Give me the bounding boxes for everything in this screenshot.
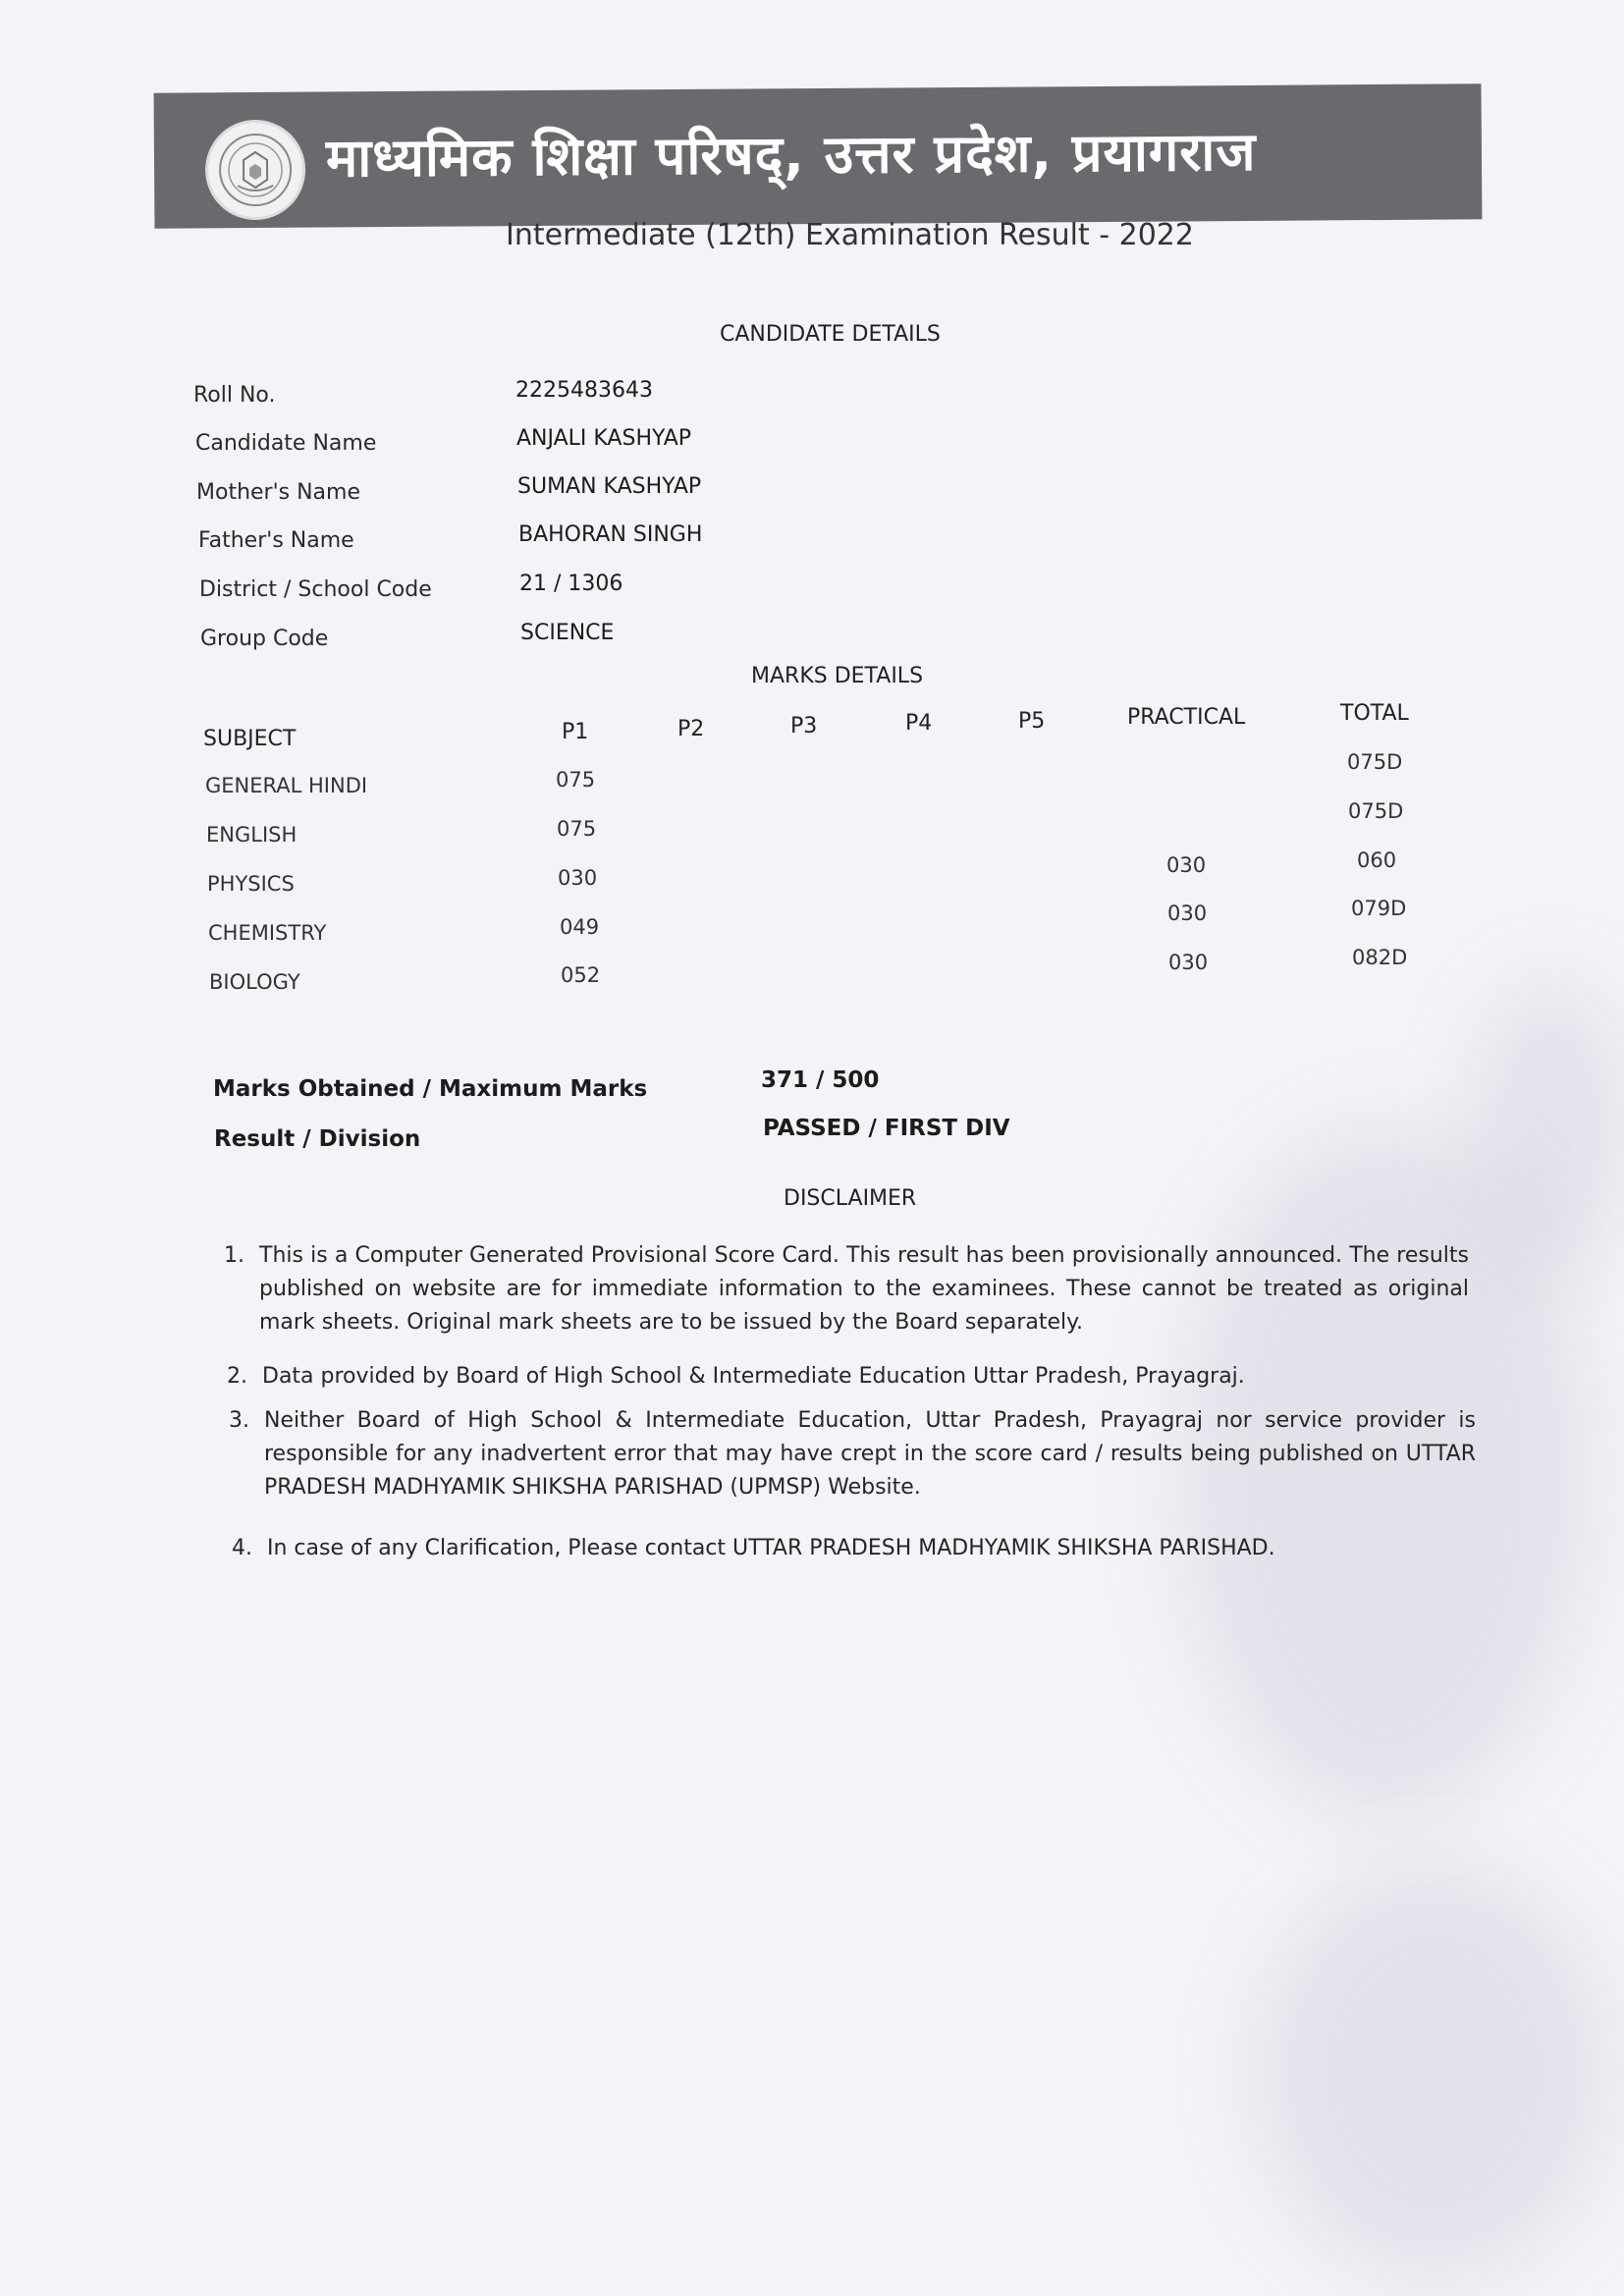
disclaimer-number: 4. — [232, 1536, 252, 1560]
disclaimer-number: 3. — [229, 1408, 249, 1433]
total-cell: 079D — [1351, 897, 1407, 920]
disclaimer-text: Data provided by Board of High School & Intermediate Education Uttar Pradesh, Prayagraj. — [262, 1364, 1245, 1389]
fathers-name-value: BAHORAN SINGH — [518, 522, 703, 547]
column-header-subject: SUBJECT — [203, 727, 297, 751]
fathers-name-label: Father's Name — [198, 528, 354, 553]
result-division-value: PASSED / FIRST DIV — [763, 1116, 1010, 1141]
board-seal-icon — [205, 120, 306, 221]
scan-shadow — [1473, 982, 1624, 1277]
p1-cell: 052 — [561, 963, 601, 987]
total-cell: 075D — [1347, 750, 1403, 774]
subject-cell: CHEMISTRY — [208, 921, 327, 945]
p1-cell: 075 — [556, 768, 596, 792]
p1-cell: 075 — [557, 817, 597, 841]
result-division-label: Result / Division — [214, 1126, 421, 1152]
mothers-name-label: Mother's Name — [196, 480, 360, 505]
district-school-code-label: District / School Code — [199, 577, 432, 602]
total-cell: 082D — [1352, 946, 1408, 969]
marks-obtained-value: 371 / 500 — [761, 1067, 880, 1093]
candidate-details-heading: CANDIDATE DETAILS — [720, 322, 941, 347]
practical-cell: 030 — [1167, 902, 1208, 925]
column-header-p4: P4 — [905, 711, 933, 736]
district-school-code-value: 21 / 1306 — [519, 572, 623, 596]
header-banner — [154, 83, 1483, 228]
disclaimer-item — [232, 1532, 1477, 1565]
group-code-label: Group Code — [200, 627, 329, 651]
total-cell: 075D — [1348, 799, 1404, 823]
disclaimer-number: 1. — [224, 1243, 244, 1268]
disclaimer-item — [227, 1360, 1472, 1394]
marks-details-heading: MARKS DETAILS — [751, 664, 924, 688]
practical-cell: 030 — [1168, 951, 1209, 974]
column-header-p1: P1 — [562, 720, 589, 744]
column-header-practical: PRACTICAL — [1127, 705, 1246, 730]
subject-cell: PHYSICS — [207, 872, 295, 896]
disclaimer-text: This is a Computer Generated Provisional Score Card. This result has been provisionally announced. The results published on website are for immediate information to the examinees. These cannot be treated as original mark sheets. Original mark sheets are to be issued by the Board separately. — [259, 1243, 1469, 1335]
candidate-name-label: Candidate Name — [195, 431, 377, 456]
board-title-hindi: माध्यमिक शिक्षा परिषद्, उत्तर प्रदेश, प्रयागराज — [325, 120, 1257, 190]
disclaimer-heading: DISCLAIMER — [784, 1186, 917, 1211]
disclaimer-number: 2. — [227, 1364, 247, 1389]
disclaimer-text: Neither Board of High School & Intermediate Education, Uttar Pradesh, Prayagraj nor service provider is responsible for any inadvertent error that may have crept in the score card / results being published on UTTAR PRADESH MADHYAMIK SHIKSHA PARISHAD (UPMSP) Website. — [264, 1408, 1476, 1500]
disclaimer-text: In case of any Clarification, Please contact UTTAR PRADESH MADHYAMIK SHIKSHA PARISHAD. — [267, 1536, 1275, 1560]
group-code-value: SCIENCE — [520, 621, 615, 645]
exam-title: Intermediate (12th) Examination Result - 2022 — [506, 218, 1194, 252]
total-cell: 060 — [1357, 848, 1397, 872]
scan-shadow — [1257, 1866, 1610, 2278]
column-header-p5: P5 — [1018, 709, 1046, 734]
disclaimer-item — [224, 1239, 1469, 1339]
marks-obtained-label: Marks Obtained / Maximum Marks — [213, 1076, 648, 1102]
roll-no-value: 2225483643 — [515, 378, 653, 403]
column-header-p3: P3 — [790, 714, 818, 738]
column-header-p2: P2 — [677, 717, 705, 741]
candidate-name-value: ANJALI KASHYAP — [516, 426, 692, 451]
disclaimer-item — [229, 1404, 1476, 1504]
subject-cell: GENERAL HINDI — [205, 774, 368, 797]
roll-no-label: Roll No. — [193, 383, 276, 408]
practical-cell: 030 — [1166, 853, 1207, 877]
mothers-name-value: SUMAN KASHYAP — [517, 474, 702, 499]
column-header-total: TOTAL — [1340, 701, 1409, 726]
subject-cell: BIOLOGY — [209, 970, 300, 994]
subject-cell: ENGLISH — [206, 823, 298, 847]
p1-cell: 030 — [558, 866, 598, 890]
p1-cell: 049 — [560, 915, 600, 939]
